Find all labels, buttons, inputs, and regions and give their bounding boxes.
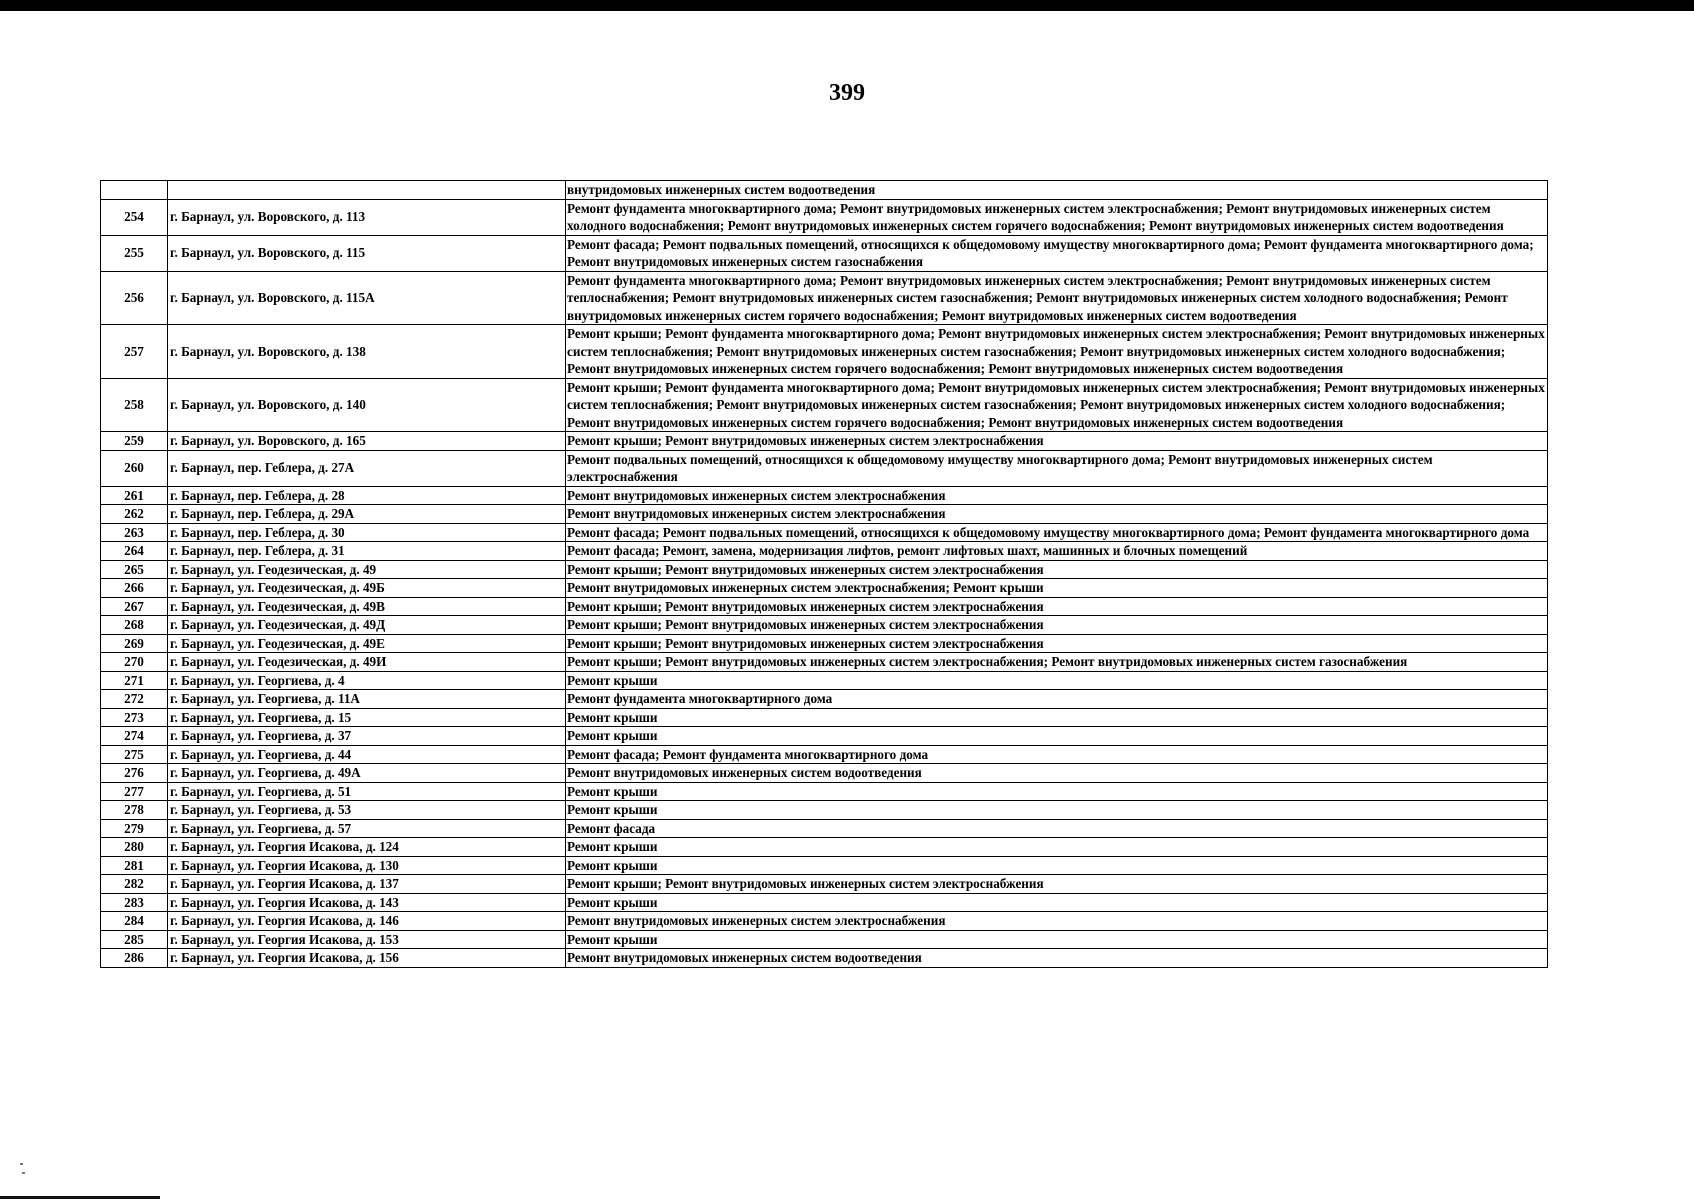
row-works: Ремонт фасада; Ремонт подвальных помещений, относящихся к общедомовому имуществу многоквартирного дома; Ремонт фундамента многоквартирного дома; Ремонт внутридомовых инженерных систем газоснабжения xyxy=(566,235,1548,271)
row-works: Ремонт фасада; Ремонт, замена, модернизация лифтов, ремонт лифтовых шахт, машинных и блочных помещений xyxy=(566,542,1548,561)
table-row xyxy=(101,325,1548,379)
row-number xyxy=(101,181,168,200)
row-number: 276 xyxy=(101,764,168,783)
table-row xyxy=(101,450,1548,486)
row-number: 284 xyxy=(101,912,168,931)
row-address: г. Барнаул, ул. Воровского, д. 115А xyxy=(168,271,566,325)
table-row xyxy=(101,199,1548,235)
row-address: г. Барнаул, ул. Георгиева, д. 15 xyxy=(168,708,566,727)
row-works: Ремонт внутридомовых инженерных систем водоотведения xyxy=(566,949,1548,968)
page-number: 399 xyxy=(829,80,865,106)
row-number: 254 xyxy=(101,199,168,235)
table-row xyxy=(101,690,1548,709)
row-number: 275 xyxy=(101,745,168,764)
row-address: г. Барнаул, ул. Георгия Исакова, д. 124 xyxy=(168,838,566,857)
row-works: Ремонт крыши xyxy=(566,671,1548,690)
row-number: 270 xyxy=(101,653,168,672)
row-address: г. Барнаул, ул. Георгия Исакова, д. 143 xyxy=(168,893,566,912)
row-works: Ремонт внутридомовых инженерных систем электроснабжения xyxy=(566,486,1548,505)
repair-works-table xyxy=(100,180,1548,968)
scan-artifact xyxy=(22,1172,25,1174)
row-works: Ремонт крыши; Ремонт внутридомовых инженерных систем электроснабжения xyxy=(566,875,1548,894)
row-works: Ремонт крыши xyxy=(566,782,1548,801)
table-row xyxy=(101,579,1548,598)
row-number: 255 xyxy=(101,235,168,271)
row-number: 272 xyxy=(101,690,168,709)
row-address: г. Барнаул, ул. Воровского, д. 140 xyxy=(168,378,566,432)
row-works: Ремонт крыши; Ремонт внутридомовых инженерных систем электроснабжения xyxy=(566,616,1548,635)
table-row xyxy=(101,727,1548,746)
row-number: 262 xyxy=(101,505,168,524)
row-address: г. Барнаул, ул. Георгиева, д. 57 xyxy=(168,819,566,838)
table-row xyxy=(101,235,1548,271)
table-row xyxy=(101,271,1548,325)
table-row xyxy=(101,634,1548,653)
row-works: Ремонт крыши xyxy=(566,838,1548,857)
row-address: г. Барнаул, ул. Воровского, д. 113 xyxy=(168,199,566,235)
row-works: Ремонт крыши xyxy=(566,856,1548,875)
row-number: 277 xyxy=(101,782,168,801)
row-address: г. Барнаул, пер. Геблера, д. 28 xyxy=(168,486,566,505)
row-number: 279 xyxy=(101,819,168,838)
scan-top-border xyxy=(0,0,1694,11)
row-works: Ремонт крыши; Ремонт внутридомовых инженерных систем электроснабжения xyxy=(566,432,1548,451)
row-number: 271 xyxy=(101,671,168,690)
row-address: г. Барнаул, ул. Георгия Исакова, д. 130 xyxy=(168,856,566,875)
row-works: Ремонт фундамента многоквартирного дома xyxy=(566,690,1548,709)
scan-artifact xyxy=(20,1163,23,1165)
row-number: 260 xyxy=(101,450,168,486)
row-address: г. Барнаул, ул. Геодезическая, д. 49Б xyxy=(168,579,566,598)
row-number: 282 xyxy=(101,875,168,894)
row-works: Ремонт фасада xyxy=(566,819,1548,838)
row-address: г. Барнаул, ул. Георгиева, д. 11А xyxy=(168,690,566,709)
row-address: г. Барнаул, ул. Воровского, д. 115 xyxy=(168,235,566,271)
row-works: Ремонт крыши xyxy=(566,708,1548,727)
row-address: г. Барнаул, ул. Геодезическая, д. 49Е xyxy=(168,634,566,653)
table-row xyxy=(101,912,1548,931)
row-works: Ремонт крыши; Ремонт внутридомовых инженерных систем электроснабжения xyxy=(566,597,1548,616)
row-works: Ремонт фундамента многоквартирного дома; Ремонт внутридомовых инженерных систем электроснабжения; Ремонт внутридомовых инженерных систем холодного водоснабжения; Ремонт внутридомовых инженерных систем горячего водоснабжения; Ремонт внутридомовых инженерных систем водоотведения xyxy=(566,199,1548,235)
table-row xyxy=(101,432,1548,451)
row-address: г. Барнаул, ул. Георгиева, д. 37 xyxy=(168,727,566,746)
table-row xyxy=(101,708,1548,727)
table-row xyxy=(101,378,1548,432)
row-number: 280 xyxy=(101,838,168,857)
row-number: 265 xyxy=(101,560,168,579)
row-number: 258 xyxy=(101,378,168,432)
row-works: Ремонт крыши; Ремонт внутридомовых инженерных систем электроснабжения xyxy=(566,560,1548,579)
row-works: Ремонт крыши; Ремонт внутридомовых инженерных систем электроснабжения; Ремонт внутридомовых инженерных систем газоснабжения xyxy=(566,653,1548,672)
row-works: Ремонт подвальных помещений, относящихся к общедомовому имуществу многоквартирного дома; Ремонт внутридомовых инженерных систем электроснабжения xyxy=(566,450,1548,486)
row-address: г. Барнаул, пер. Геблера, д. 27А xyxy=(168,450,566,486)
row-address: г. Барнаул, ул. Воровского, д. 165 xyxy=(168,432,566,451)
row-works: Ремонт внутридомовых инженерных систем водоотведения xyxy=(566,764,1548,783)
table-body xyxy=(101,181,1548,968)
row-address: г. Барнаул, пер. Геблера, д. 30 xyxy=(168,523,566,542)
row-works: внутридомовых инженерных систем водоотведения xyxy=(566,181,1548,200)
table-row xyxy=(101,560,1548,579)
row-number: 257 xyxy=(101,325,168,379)
table-row-continuation xyxy=(101,181,1548,200)
table-row xyxy=(101,486,1548,505)
table-row xyxy=(101,838,1548,857)
table-row xyxy=(101,523,1548,542)
row-address: г. Барнаул, ул. Геодезическая, д. 49И xyxy=(168,653,566,672)
table-row xyxy=(101,597,1548,616)
row-works: Ремонт фасада; Ремонт подвальных помещений, относящихся к общедомовому имуществу многоквартирного дома; Ремонт фундамента многоквартирного дома xyxy=(566,523,1548,542)
table-row xyxy=(101,671,1548,690)
table-row xyxy=(101,819,1548,838)
row-number: 261 xyxy=(101,486,168,505)
row-works: Ремонт крыши xyxy=(566,801,1548,820)
row-works: Ремонт крыши xyxy=(566,893,1548,912)
row-address: г. Барнаул, ул. Георгия Исакова, д. 156 xyxy=(168,949,566,968)
table-row xyxy=(101,653,1548,672)
table-row xyxy=(101,875,1548,894)
row-works: Ремонт внутридомовых инженерных систем электроснабжения xyxy=(566,912,1548,931)
row-works: Ремонт крыши xyxy=(566,930,1548,949)
row-number: 259 xyxy=(101,432,168,451)
row-works: Ремонт фундамента многоквартирного дома; Ремонт внутридомовых инженерных систем электроснабжения; Ремонт внутридомовых инженерных систем теплоснабжения; Ремонт внутридомовых инженерных систем газоснабжения; Ремонт внутридомовых инженерных систем холодного водоснабжения; Ремонт внутридомовых инженерных систем горячего водоснабжения; Ремонт внутридомовых инженерных систем водоотведения xyxy=(566,271,1548,325)
table-row xyxy=(101,542,1548,561)
row-address: г. Барнаул, ул. Геодезическая, д. 49 xyxy=(168,560,566,579)
table-row xyxy=(101,856,1548,875)
table-row xyxy=(101,745,1548,764)
row-number: 286 xyxy=(101,949,168,968)
table-row xyxy=(101,801,1548,820)
row-number: 273 xyxy=(101,708,168,727)
table-row xyxy=(101,782,1548,801)
row-address: г. Барнаул, ул. Воровского, д. 138 xyxy=(168,325,566,379)
row-address: г. Барнаул, пер. Геблера, д. 29А xyxy=(168,505,566,524)
table-row xyxy=(101,616,1548,635)
row-number: 267 xyxy=(101,597,168,616)
row-number: 256 xyxy=(101,271,168,325)
row-number: 281 xyxy=(101,856,168,875)
row-works: Ремонт крыши; Ремонт фундамента многоквартирного дома; Ремонт внутридомовых инженерных систем электроснабжения; Ремонт внутридомовых инженерных систем теплоснабжения; Ремонт внутридомовых инженерных систем газоснабжения; Ремонт внутридомовых инженерных систем холодного водоснабжения; Ремонт внутридомовых инженерных систем горячего водоснабжения; Ремонт внутридомовых инженерных систем водоотведения xyxy=(566,378,1548,432)
row-number: 285 xyxy=(101,930,168,949)
scan-bottom-line xyxy=(0,1196,160,1199)
row-number: 278 xyxy=(101,801,168,820)
row-address: г. Барнаул, ул. Георгия Исакова, д. 153 xyxy=(168,930,566,949)
table-row xyxy=(101,893,1548,912)
row-number: 263 xyxy=(101,523,168,542)
row-address xyxy=(168,181,566,200)
row-works: Ремонт крыши; Ремонт фундамента многоквартирного дома; Ремонт внутридомовых инженерных систем электроснабжения; Ремонт внутридомовых инженерных систем теплоснабжения; Ремонт внутридомовых инженерных систем газоснабжения; Ремонт внутридомовых инженерных систем холодного водоснабжения; Ремонт внутридомовых инженерных систем горячего водоснабжения; Ремонт внутридомовых инженерных систем водоотведения xyxy=(566,325,1548,379)
row-address: г. Барнаул, ул. Геодезическая, д. 49В xyxy=(168,597,566,616)
row-address: г. Барнаул, ул. Георгиева, д. 49А xyxy=(168,764,566,783)
row-number: 266 xyxy=(101,579,168,598)
row-address: г. Барнаул, ул. Георгия Исакова, д. 146 xyxy=(168,912,566,931)
row-address: г. Барнаул, ул. Георгиева, д. 53 xyxy=(168,801,566,820)
row-number: 283 xyxy=(101,893,168,912)
row-works: Ремонт крыши; Ремонт внутридомовых инженерных систем электроснабжения xyxy=(566,634,1548,653)
row-works: Ремонт внутридомовых инженерных систем электроснабжения xyxy=(566,505,1548,524)
row-number: 268 xyxy=(101,616,168,635)
row-works: Ремонт внутридомовых инженерных систем электроснабжения; Ремонт крыши xyxy=(566,579,1548,598)
row-number: 264 xyxy=(101,542,168,561)
row-address: г. Барнаул, ул. Георгия Исакова, д. 137 xyxy=(168,875,566,894)
row-address: г. Барнаул, ул. Георгиева, д. 44 xyxy=(168,745,566,764)
row-works: Ремонт фасада; Ремонт фундамента многоквартирного дома xyxy=(566,745,1548,764)
row-address: г. Барнаул, ул. Геодезическая, д. 49Д xyxy=(168,616,566,635)
row-works: Ремонт крыши xyxy=(566,727,1548,746)
row-address: г. Барнаул, ул. Георгиева, д. 51 xyxy=(168,782,566,801)
table-row xyxy=(101,764,1548,783)
table-row xyxy=(101,949,1548,968)
table-row xyxy=(101,505,1548,524)
row-address: г. Барнаул, пер. Геблера, д. 31 xyxy=(168,542,566,561)
row-number: 269 xyxy=(101,634,168,653)
row-number: 274 xyxy=(101,727,168,746)
table-row xyxy=(101,930,1548,949)
row-address: г. Барнаул, ул. Георгиева, д. 4 xyxy=(168,671,566,690)
